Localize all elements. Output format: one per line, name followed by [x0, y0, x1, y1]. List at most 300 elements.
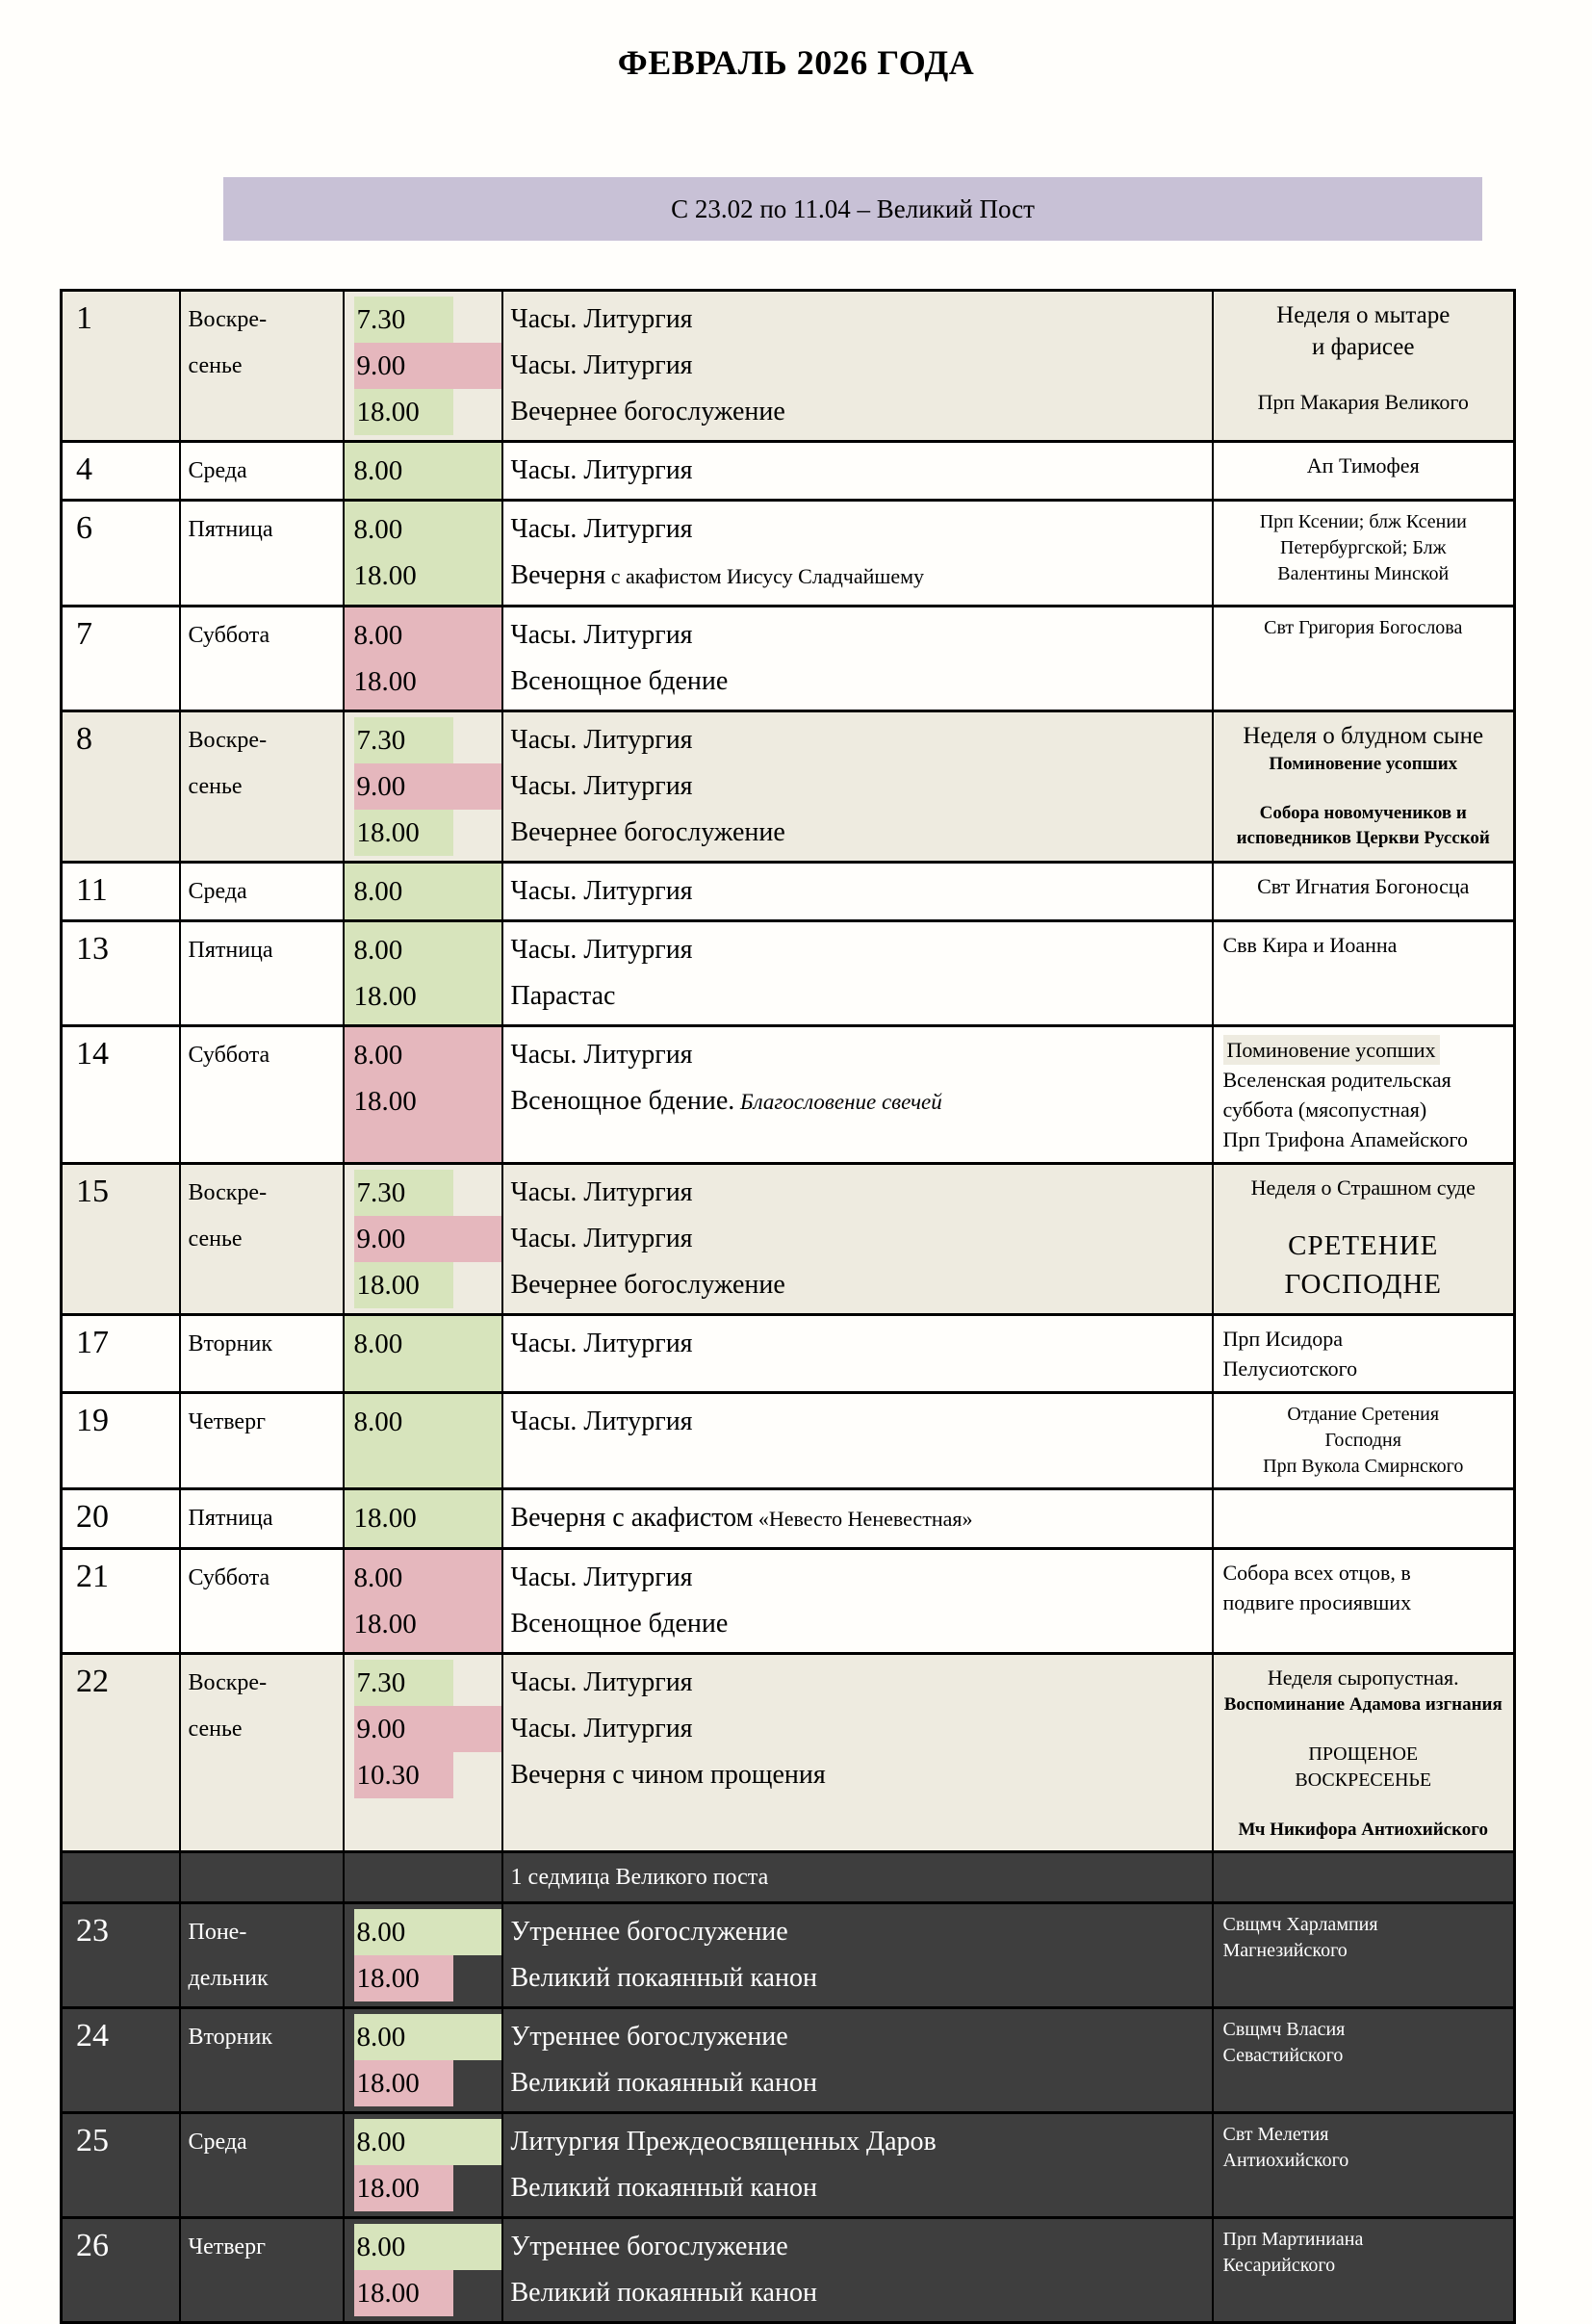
- time-line: [354, 1660, 494, 1706]
- notes-cell: [1213, 1549, 1515, 1654]
- time-value: 9.00: [354, 1706, 501, 1752]
- service-name: Часы. Литургия: [510, 1177, 693, 1207]
- note-gap: [1223, 1717, 1504, 1742]
- note-gap: [1223, 777, 1504, 801]
- services-cell: [502, 711, 1213, 863]
- time-line: [354, 2224, 494, 2270]
- notes-cell: [1213, 921, 1515, 1026]
- service-line: [511, 1660, 1204, 1706]
- service-line: [511, 2165, 1204, 2211]
- schedule-row: [62, 1315, 1515, 1393]
- day-name: Суббота: [188, 623, 270, 648]
- time-value: 9.00: [354, 763, 501, 810]
- day-name: сенье: [188, 1227, 243, 1252]
- date-cell: [62, 291, 180, 442]
- services-cell: [502, 2008, 1213, 2113]
- notes-cell: [1213, 2218, 1515, 2323]
- service-name: Часы. Литургия: [510, 935, 693, 965]
- notes-cell: [1213, 1489, 1515, 1549]
- date-number: 22: [76, 1664, 109, 1699]
- time-line: [354, 1321, 494, 1367]
- notes-cell: [1213, 1654, 1515, 1852]
- service-name: Вечерня: [510, 560, 606, 590]
- note-line: Антиохийского: [1222, 2150, 1349, 2171]
- day-name: Четверг: [188, 2234, 266, 2259]
- day-cell: [180, 1852, 344, 1903]
- lent-period-banner: [223, 177, 1482, 241]
- note-line: ПРОЩЕНОЕ: [1308, 1743, 1419, 1765]
- day-name: сенье: [188, 774, 243, 799]
- day-name: Суббота: [188, 1043, 270, 1068]
- service-name: Часы. Литургия: [510, 1407, 693, 1436]
- day-cell: [180, 442, 344, 501]
- service-name: Вечерня с акафистом: [510, 1503, 754, 1533]
- day-cell: [180, 291, 344, 442]
- service-line: [511, 389, 1204, 435]
- time-value: 7.30: [354, 297, 453, 343]
- service-name: Утреннее богослужение: [510, 2022, 788, 2052]
- service-name: Утреннее богослужение: [510, 2232, 788, 2261]
- service-name: Великий покаянный канон: [510, 1963, 817, 1993]
- note-line: Прп Ксении; блж Ксении: [1259, 511, 1467, 532]
- service-line: [511, 2060, 1204, 2106]
- time-line: [354, 506, 494, 553]
- service-line: [511, 2014, 1204, 2060]
- service-name: Вечернее богослужение: [510, 1270, 785, 1300]
- note-line: Ап Тимофея: [1306, 453, 1420, 478]
- time-line: [354, 389, 494, 435]
- service-name: с акафистом Иисусу Сладчайшему: [605, 564, 925, 588]
- note-line: [1223, 1035, 1504, 1065]
- note-line: Неделя о мытаре: [1276, 302, 1451, 328]
- time-value: 18.00: [353, 666, 417, 697]
- time-value: 8.00: [353, 1040, 403, 1071]
- services-cell: [502, 501, 1213, 607]
- notes-cell: [1213, 1903, 1515, 2008]
- service-name: Великий покаянный канон: [510, 2068, 817, 2098]
- time-cell: [344, 1393, 502, 1489]
- service-name: Вечернее богослужение: [510, 817, 785, 847]
- service-line: [511, 1706, 1204, 1752]
- day-name: Вторник: [188, 1331, 273, 1356]
- note-line: Прп Исидора: [1222, 1327, 1344, 1351]
- service-line: [511, 2270, 1204, 2316]
- note-line: ГОСПОДНЕ: [1284, 1269, 1443, 1300]
- day-cell: [180, 863, 344, 921]
- services-cell: [502, 1164, 1213, 1315]
- date-cell: [62, 2218, 180, 2323]
- service-line: [511, 1555, 1204, 1601]
- date-number: 19: [76, 1403, 109, 1438]
- service-name: Часы. Литургия: [510, 1714, 693, 1743]
- time-line: [354, 1399, 494, 1445]
- time-value: 18.00: [354, 2060, 453, 2106]
- schedule-row: [62, 711, 1515, 863]
- time-line: [354, 1216, 494, 1262]
- day-name: сенье: [188, 1717, 243, 1742]
- note-line: Свщмч Власия: [1222, 2019, 1346, 2040]
- day-cell: [180, 1654, 344, 1852]
- time-value: 18.00: [354, 1262, 453, 1308]
- service-line: [511, 1399, 1204, 1445]
- note-line: Пелусиотского: [1222, 1356, 1358, 1381]
- time-line: [354, 1909, 494, 1955]
- note-line: Неделя сыропустная.: [1267, 1666, 1459, 1690]
- note-line: Свт Григория Богослова: [1264, 617, 1463, 638]
- services-cell: [502, 1852, 1213, 1903]
- notes-cell: [1213, 863, 1515, 921]
- time-line: [354, 1262, 494, 1308]
- service-line: [511, 1032, 1204, 1078]
- date-cell: [62, 2113, 180, 2218]
- date-number: 15: [76, 1174, 109, 1209]
- service-line: [511, 1495, 1204, 1542]
- service-name: Утреннее богослужение: [510, 1917, 788, 1947]
- note-line: Свт Мелетия: [1222, 2124, 1329, 2145]
- time-value: 8.00: [353, 1562, 403, 1593]
- time-value: 7.30: [354, 717, 453, 763]
- service-name: Часы. Литургия: [510, 350, 693, 380]
- schedule-row: [62, 2113, 1515, 2218]
- day-cell: [180, 607, 344, 711]
- time-line: [354, 448, 494, 494]
- date-number: 26: [76, 2228, 109, 2263]
- service-name: Часы. Литургия: [510, 304, 693, 334]
- time-line: [354, 1032, 494, 1078]
- schedule-row: [62, 921, 1515, 1026]
- day-name: Воскре-: [188, 1670, 268, 1695]
- schedule-row: [62, 1489, 1515, 1549]
- date-number: 13: [76, 931, 109, 967]
- service-name: Часы. Литургия: [510, 1329, 693, 1358]
- time-value: 18.00: [354, 2270, 453, 2316]
- day-name: дельник: [188, 1966, 269, 1991]
- schedule-row: [62, 1549, 1515, 1654]
- note-line: Петербургской; Блж: [1280, 537, 1447, 558]
- time-line: [354, 658, 494, 705]
- service-name: Всенощное бдение: [510, 1609, 729, 1639]
- services-cell: [502, 1315, 1213, 1393]
- section-separator-row: [62, 1852, 1515, 1903]
- services-cell: [502, 1903, 1213, 2008]
- time-value: 8.00: [353, 514, 403, 545]
- time-line: [354, 343, 494, 389]
- note-line: Прп Вукола Смирнского: [1263, 1456, 1464, 1477]
- lent-period-banner-text: С 23.02 по 11.04 – Великий Пост: [671, 194, 1035, 223]
- schedule-row: [62, 2008, 1515, 2113]
- note-line: Прп Мартиниана: [1222, 2229, 1364, 2250]
- service-line: [511, 1262, 1204, 1308]
- schedule-body: [62, 291, 1515, 2323]
- notes-cell: [1213, 442, 1515, 501]
- services-cell: [502, 2113, 1213, 2218]
- time-line: [354, 553, 494, 599]
- schedule-row: [62, 501, 1515, 607]
- time-line: [354, 612, 494, 658]
- date-cell: [62, 1549, 180, 1654]
- day-cell: [180, 2113, 344, 2218]
- note-line: Неделя о блудном сыне: [1243, 723, 1484, 749]
- services-cell: [502, 2218, 1213, 2323]
- time-line: [354, 1078, 494, 1124]
- services-cell: [502, 1393, 1213, 1489]
- day-cell: [180, 1315, 344, 1393]
- time-value: 18.00: [353, 981, 417, 1012]
- date-number: 20: [76, 1499, 109, 1535]
- day-name: Среда: [188, 458, 247, 483]
- day-cell: [180, 1164, 344, 1315]
- notes-cell: [1213, 1315, 1515, 1393]
- schedule-row: [62, 442, 1515, 501]
- time-value: 9.00: [354, 1216, 501, 1262]
- day-cell: [180, 1489, 344, 1549]
- day-name: Пятница: [188, 517, 273, 542]
- schedule-row: [62, 1026, 1515, 1164]
- note-line: Мч Никифора Антиохийского: [1238, 1820, 1488, 1840]
- note-text: Поминовение усопших: [1223, 1035, 1440, 1065]
- service-name: Часы. Литургия: [510, 1667, 693, 1697]
- note-gap: [1223, 1794, 1504, 1818]
- note-line: Собора всех отцов, в: [1222, 1561, 1411, 1585]
- day-name: Среда: [188, 879, 247, 904]
- note-line: Свщмч Харлампия: [1222, 1914, 1378, 1935]
- date-cell: [62, 1393, 180, 1489]
- notes-cell: [1213, 291, 1515, 442]
- time-line: [354, 717, 494, 763]
- time-line: [354, 297, 494, 343]
- schedule-row: [62, 1903, 1515, 2008]
- service-line: [511, 1321, 1204, 1367]
- time-cell: [344, 1026, 502, 1164]
- date-cell: [62, 1654, 180, 1852]
- notes-cell: [1213, 1164, 1515, 1315]
- note-line: Отдание Сретения: [1287, 1404, 1440, 1425]
- time-cell: [344, 501, 502, 607]
- time-value: 8.00: [353, 935, 403, 966]
- service-name: Часы. Литургия: [510, 455, 693, 485]
- date-number: 24: [76, 2018, 109, 2053]
- time-value: 9.00: [354, 343, 501, 389]
- service-line: [511, 448, 1204, 494]
- note-line: суббота (мясопустная): [1222, 1097, 1427, 1122]
- date-number: 23: [76, 1913, 109, 1949]
- time-value: 18.00: [354, 810, 453, 856]
- notes-cell: [1213, 711, 1515, 863]
- service-name: Парастас: [510, 981, 616, 1011]
- time-cell: [344, 291, 502, 442]
- day-name: Поне-: [188, 1920, 247, 1945]
- notes-cell: [1213, 1852, 1515, 1903]
- date-number: 21: [76, 1559, 109, 1594]
- date-cell: [62, 711, 180, 863]
- service-line: [511, 1955, 1204, 2001]
- date-cell: [62, 442, 180, 501]
- date-number: 11: [76, 872, 108, 908]
- day-cell: [180, 501, 344, 607]
- note-line: подвиге просиявших: [1222, 1590, 1412, 1614]
- time-line: [354, 927, 494, 973]
- date-cell: [62, 501, 180, 607]
- time-line: [354, 1706, 494, 1752]
- date-cell: [62, 1026, 180, 1164]
- note-line: Кесарийского: [1222, 2255, 1336, 2276]
- note-line: Вселенская родительская: [1222, 1068, 1451, 1092]
- services-cell: [502, 291, 1213, 442]
- section-separator-label: 1 седмица Великого поста: [510, 1865, 769, 1890]
- note-line: Неделя о Страшном суде: [1250, 1175, 1476, 1200]
- time-line: [354, 1495, 494, 1541]
- time-cell: [344, 863, 502, 921]
- notes-cell: [1213, 2113, 1515, 2218]
- notes-cell: [1213, 2008, 1515, 2113]
- day-name: сенье: [188, 353, 243, 378]
- time-cell: [344, 921, 502, 1026]
- day-cell: [180, 1903, 344, 2008]
- service-name: Великий покаянный канон: [510, 2173, 817, 2203]
- services-cell: [502, 442, 1213, 501]
- time-value: 8.00: [354, 2014, 501, 2060]
- day-name: Вторник: [188, 2025, 273, 2050]
- time-line: [354, 1555, 494, 1601]
- service-name: Благословение свечей: [734, 1090, 942, 1114]
- note-line: Севастийского: [1222, 2045, 1344, 2066]
- date-cell: [62, 1903, 180, 2008]
- service-line: [511, 343, 1204, 389]
- time-value: 8.00: [354, 2224, 501, 2270]
- service-name: Часы. Литургия: [510, 620, 693, 650]
- time-cell: [344, 2008, 502, 2113]
- schedule-row: [62, 607, 1515, 711]
- services-cell: [502, 921, 1213, 1026]
- time-value: 18.00: [354, 1955, 453, 2001]
- note-line: Свв Кира и Иоанна: [1222, 933, 1398, 957]
- day-name: Среда: [188, 2130, 247, 2155]
- service-line: [511, 2119, 1204, 2165]
- time-value: 8.00: [353, 1329, 403, 1359]
- schedule-row: [62, 863, 1515, 921]
- service-name: Часы. Литургия: [510, 1562, 693, 1592]
- schedule-row: [62, 1393, 1515, 1489]
- time-line: [354, 868, 494, 915]
- time-value: 10.30: [354, 1752, 453, 1798]
- time-value: 8.00: [353, 876, 403, 907]
- service-name: Литургия Преждеосвященных Даров: [510, 2127, 937, 2156]
- date-number: 8: [76, 721, 92, 757]
- notes-cell: [1213, 1026, 1515, 1164]
- time-value: 7.30: [354, 1170, 453, 1216]
- date-cell: [62, 607, 180, 711]
- time-value: 18.00: [353, 1609, 417, 1640]
- time-value: 18.00: [353, 560, 417, 591]
- services-cell: [502, 1026, 1213, 1164]
- service-line: [511, 2224, 1204, 2270]
- time-cell: [344, 1549, 502, 1654]
- services-cell: [502, 863, 1213, 921]
- service-line: [511, 1216, 1204, 1262]
- service-line: [511, 1909, 1204, 1955]
- time-value: 18.00: [353, 1503, 417, 1534]
- day-name: Пятница: [188, 938, 273, 963]
- day-cell: [180, 2008, 344, 2113]
- time-line: [354, 2165, 494, 2211]
- note-line: Магнезийского: [1222, 1940, 1348, 1961]
- service-line: [511, 717, 1204, 763]
- time-line: [354, 1955, 494, 2001]
- time-cell: [344, 2218, 502, 2323]
- note-line: ВОСКРЕСЕНЬЕ: [1295, 1769, 1432, 1791]
- service-name: Часы. Литургия: [510, 725, 693, 755]
- date-number: 7: [76, 616, 92, 652]
- day-cell: [180, 1026, 344, 1164]
- time-cell: [344, 1852, 502, 1903]
- service-line: [511, 658, 1204, 705]
- note-line: Валентины Минской: [1277, 563, 1450, 584]
- time-value: 8.00: [354, 2119, 501, 2165]
- date-number: 14: [76, 1036, 109, 1072]
- time-value: 18.00: [353, 1086, 417, 1117]
- time-value: 18.00: [354, 389, 453, 435]
- time-cell: [344, 607, 502, 711]
- time-line: [354, 2060, 494, 2106]
- time-value: 18.00: [354, 2165, 453, 2211]
- service-name: Великий покаянный канон: [510, 2278, 817, 2308]
- services-cell: [502, 1549, 1213, 1654]
- date-cell: [62, 1315, 180, 1393]
- note-line: Поминовение усопших: [1269, 754, 1458, 774]
- service-line: [511, 1752, 1204, 1798]
- day-name: Воскре-: [188, 307, 268, 332]
- service-line: [511, 1078, 1204, 1125]
- services-cell: [502, 607, 1213, 711]
- notes-cell: [1213, 607, 1515, 711]
- day-name: Пятница: [188, 1506, 273, 1531]
- service-name: Всенощное бдение: [510, 666, 729, 696]
- service-line: [511, 612, 1204, 658]
- date-number: 6: [76, 510, 92, 546]
- time-line: [354, 973, 494, 1020]
- date-cell: [62, 1164, 180, 1315]
- time-cell: [344, 442, 502, 501]
- time-line: [354, 2014, 494, 2060]
- services-cell: [502, 1489, 1213, 1549]
- note-line: Собора новомучеников и: [1259, 803, 1467, 823]
- time-cell: [344, 1489, 502, 1549]
- service-name: Всенощное бдение.: [510, 1086, 735, 1116]
- time-value: 7.30: [354, 1660, 453, 1706]
- date-number: 4: [76, 452, 92, 487]
- time-value: 8.00: [353, 1407, 403, 1437]
- time-value: 8.00: [354, 1909, 501, 1955]
- service-name: «Невесто Неневестная»: [753, 1507, 973, 1531]
- service-line: [511, 1601, 1204, 1647]
- notes-cell: [1213, 501, 1515, 607]
- schedule-row: [62, 1164, 1515, 1315]
- service-name: Часы. Литургия: [510, 514, 693, 544]
- day-name: Воскре-: [188, 1180, 268, 1205]
- service-line: [511, 1170, 1204, 1216]
- date-number: 1: [76, 300, 92, 336]
- service-name: Вечерня с чином прощения: [510, 1760, 826, 1790]
- time-cell: [344, 1903, 502, 2008]
- time-value: 8.00: [353, 620, 403, 651]
- service-name: Вечернее богослужение: [510, 397, 785, 426]
- service-name: Часы. Литургия: [510, 876, 693, 906]
- note-line: Свт Игнатия Богоносца: [1257, 874, 1470, 898]
- note-gap: [1223, 363, 1504, 387]
- service-line: [511, 868, 1204, 915]
- note-gap: [1223, 1202, 1504, 1227]
- date-cell: [62, 863, 180, 921]
